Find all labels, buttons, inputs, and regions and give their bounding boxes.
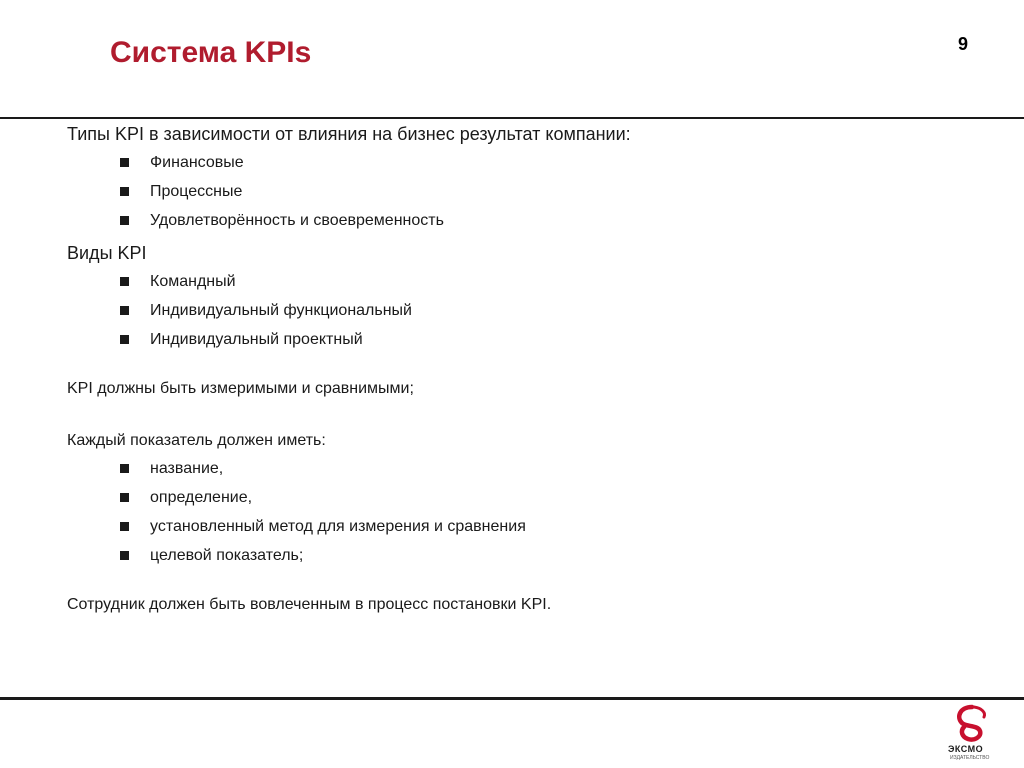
list-item: определение,	[67, 483, 967, 512]
list-item: Удовлетворённость и своевременность	[67, 206, 967, 235]
square-bullet-icon	[120, 158, 129, 167]
list-item: Командный	[67, 267, 967, 296]
list-item: название,	[67, 454, 967, 483]
square-bullet-icon	[120, 306, 129, 315]
list-item: Финансовые	[67, 148, 967, 177]
involvement-text: Сотрудник должен быть вовлеченным в процесс постановки KPI.	[67, 596, 552, 613]
kinds-heading: Виды KPI	[67, 243, 147, 263]
page-number: 9	[958, 34, 969, 54]
each-list	[67, 454, 967, 570]
list-item: установленный метод для измерения и сравнения	[67, 512, 967, 541]
list-item: Процессные	[67, 177, 967, 206]
top-divider	[0, 117, 1024, 119]
logo-wordmark: ЭКСМО	[948, 744, 984, 754]
bottom-divider	[0, 697, 1024, 700]
measurable-text: KPI должны быть измеримыми и сравнимыми;	[67, 380, 414, 397]
types-list	[67, 148, 967, 235]
square-bullet-icon	[120, 522, 129, 531]
square-bullet-icon	[120, 187, 129, 196]
list-item: Индивидуальный функциональный	[67, 296, 967, 325]
square-bullet-icon	[120, 277, 129, 286]
square-bullet-icon	[120, 216, 129, 225]
square-bullet-icon	[120, 335, 129, 344]
list-item: Индивидуальный проектный	[67, 325, 967, 354]
slide-title: Система KPIs	[110, 36, 312, 69]
square-bullet-icon	[120, 493, 129, 502]
list-item: целевой показатель;	[67, 541, 967, 570]
square-bullet-icon	[120, 464, 129, 473]
logo-subtitle: ИЗДАТЕЛЬСТВО	[950, 755, 990, 761]
each-heading: Каждый показатель должен иметь:	[67, 432, 326, 449]
kinds-list	[67, 267, 967, 354]
square-bullet-icon	[120, 551, 129, 560]
slide-content	[67, 122, 967, 616]
types-heading: Типы KPI в зависимости от влияния на бизнес результат компании:	[67, 124, 631, 144]
